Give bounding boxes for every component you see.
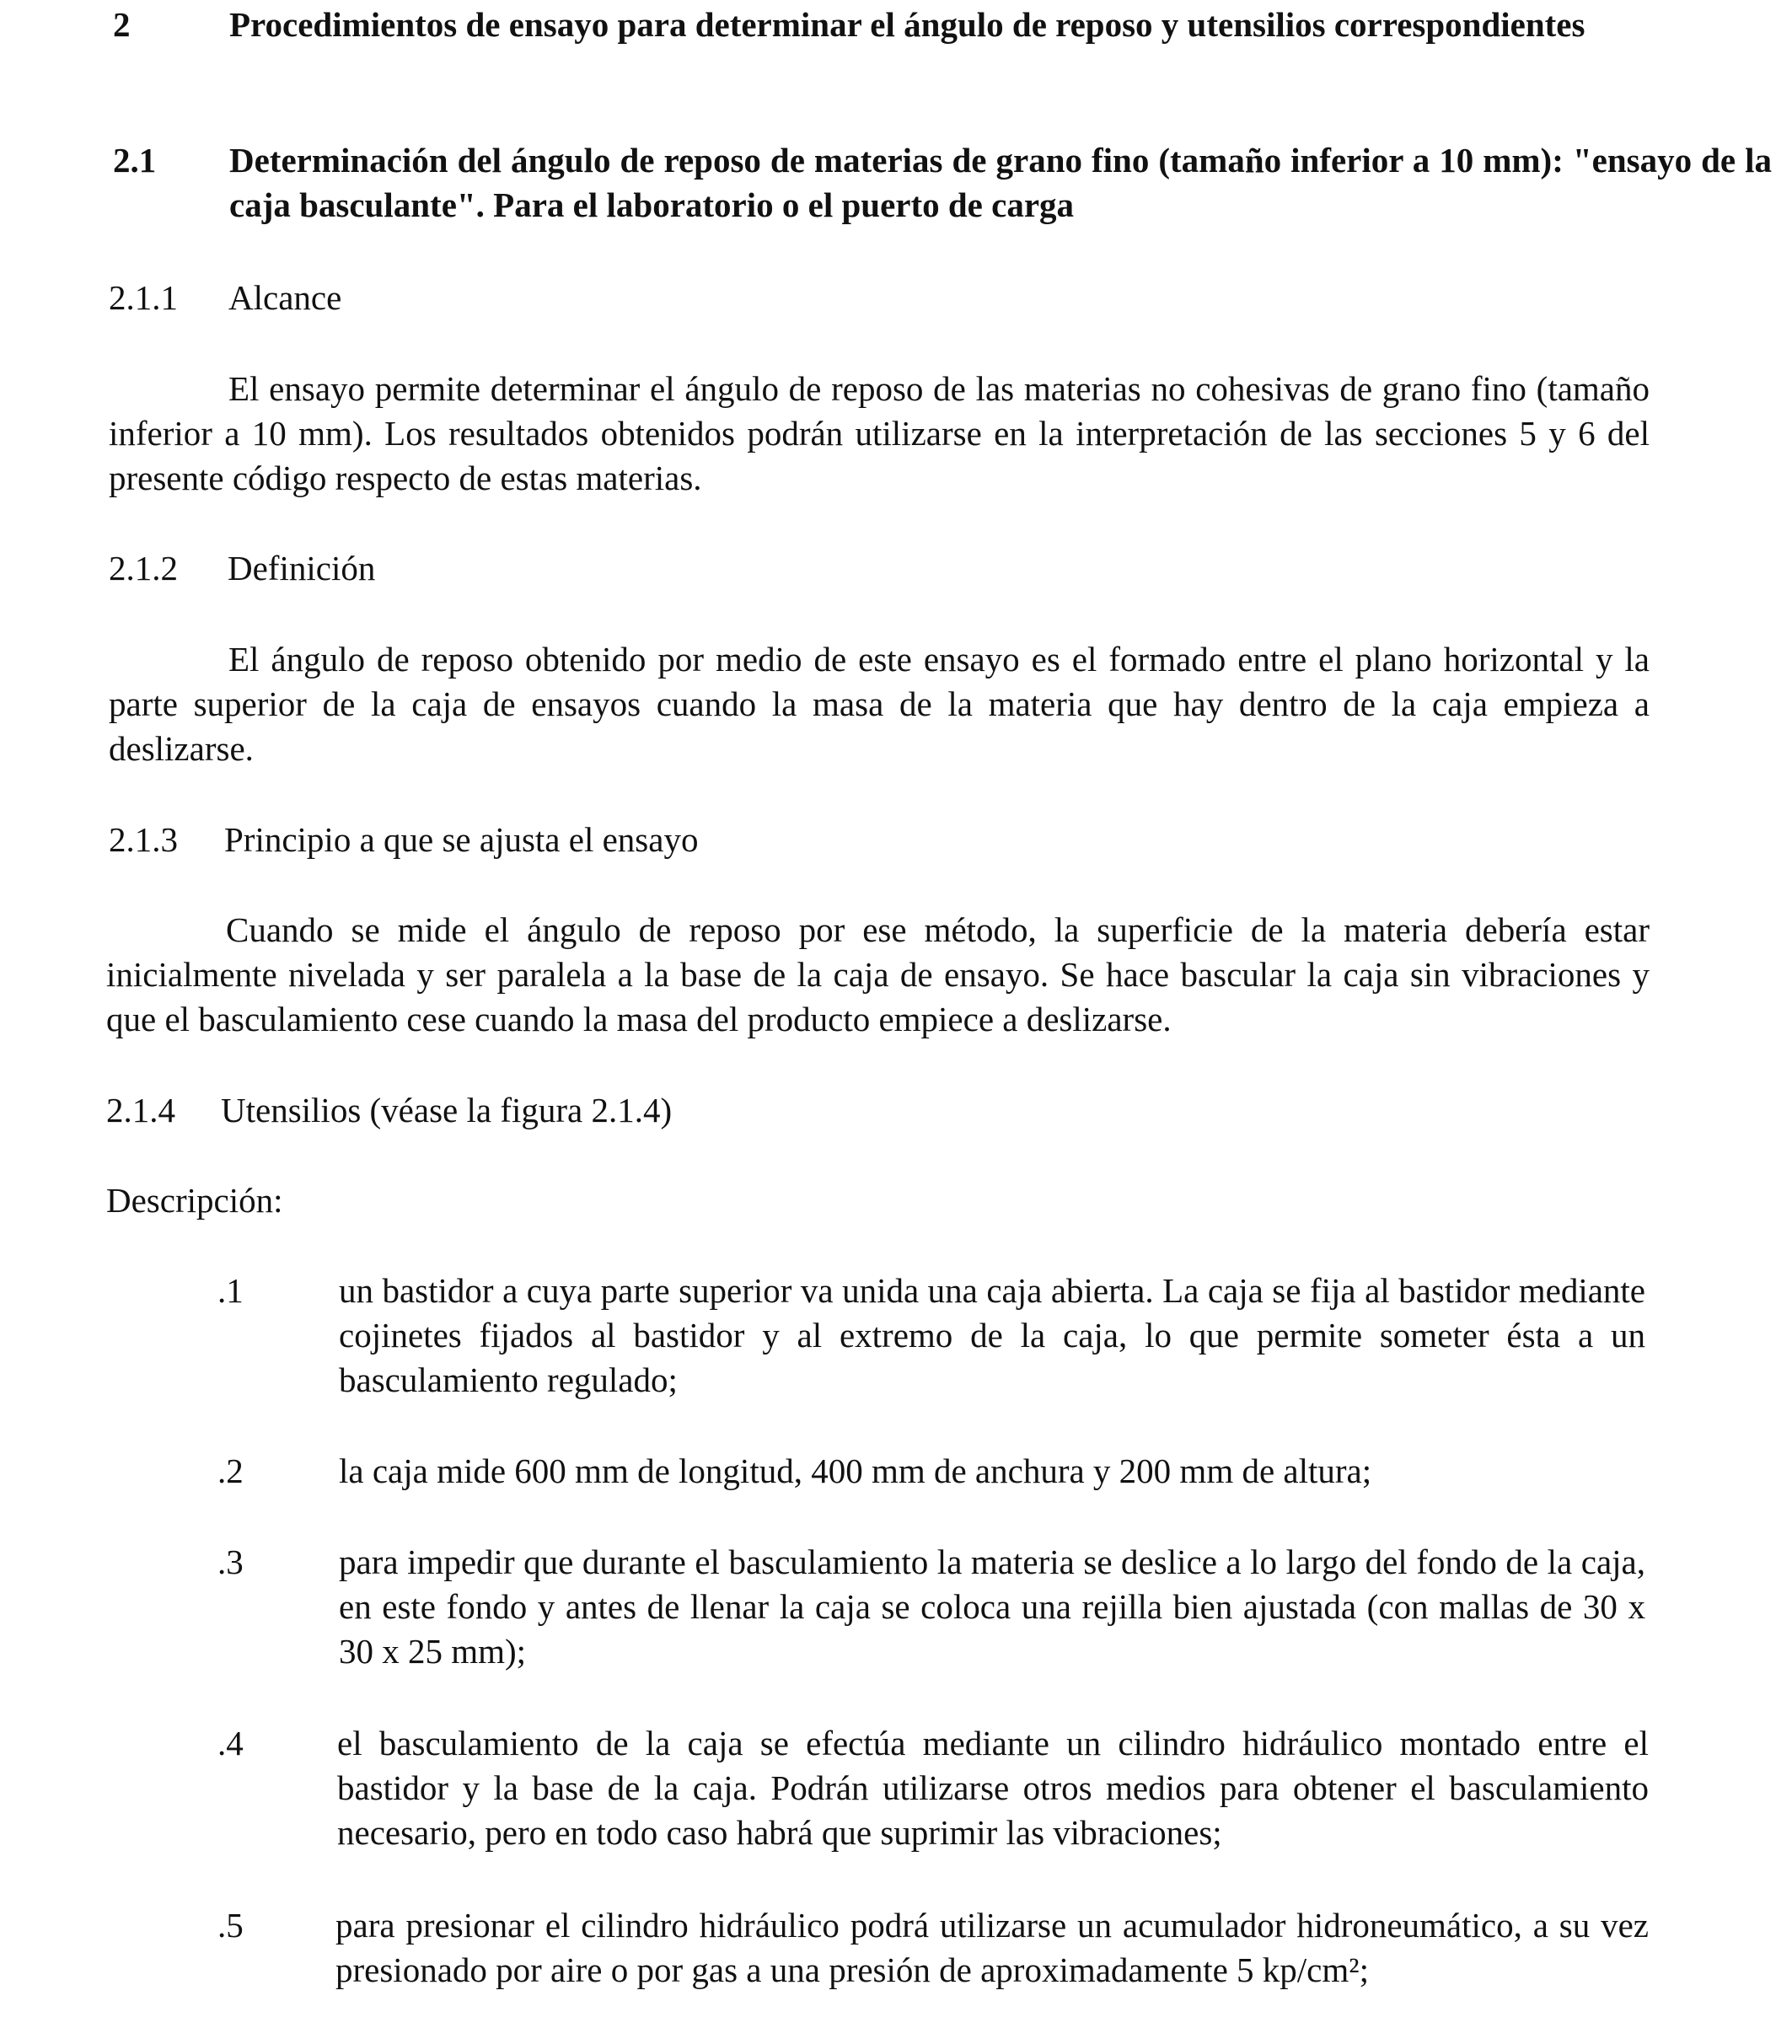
section-title: Determinación del ángulo de reposo de materias de grano fino (tamaño inferior a 10 mm): "ensayo de la caja basculante". Para el laboratorio o el puerto de carga bbox=[229, 141, 1772, 224]
item-text: un bastidor a cuya parte superior va unida una caja abierta. La caja se fija al bastidor mediante cojinetes fijados al bastidor y al extremo de la caja, lo que permite someter ésta a un basculamiento regulado; bbox=[339, 1271, 1645, 1399]
subsection-2-1-2-body: El ángulo de reposo obtenido por medio de este ensayo es el formado entre el plano horizontal y la parte superior de la caja de ensayos cuando la masa de la materia que hay dentro de la caja empieza a deslizarse. bbox=[109, 640, 1650, 768]
section-number: 2.1 bbox=[113, 141, 157, 180]
item-text: para impedir que durante el basculamiento la materia se deslice a lo largo del fondo de la caja, en este fondo y antes de llenar la caja se coloca una rejilla bien ajustada (con mallas de 30 x 30 x 25 mm); bbox=[339, 1542, 1645, 1671]
item-number: .3 bbox=[217, 1542, 244, 1581]
subsection-number: 2.1.3 bbox=[109, 820, 178, 859]
section-number: 2 bbox=[113, 5, 131, 44]
subsection-title: Alcance bbox=[228, 278, 342, 317]
item-text: el basculamiento de la caja se efectúa mediante un cilindro hidráulico montado entre el bastidor y la base de la caja. Podrán utilizarse otros medios para obtener el basculamiento necesario, pero en todo caso habrá que suprimir las vibraciones; bbox=[337, 1724, 1649, 1852]
subsection-number: 2.1.2 bbox=[109, 549, 178, 587]
item-text: la caja mide 600 mm de longitud, 400 mm de anchura y 200 mm de altura; bbox=[339, 1451, 1372, 1490]
description-label: Descripción: bbox=[106, 1181, 283, 1220]
subsection-title: Principio a que se ajusta el ensayo bbox=[224, 820, 699, 859]
item-number: .2 bbox=[217, 1451, 244, 1490]
subsection-number: 2.1.1 bbox=[109, 278, 178, 317]
section-title: Procedimientos de ensayo para determinar el ángulo de reposo y utensilios correspondientes bbox=[229, 5, 1585, 44]
item-number: .1 bbox=[217, 1271, 244, 1310]
subsection-title: Definición bbox=[228, 549, 376, 587]
item-number: .4 bbox=[217, 1724, 244, 1762]
item-number: .5 bbox=[217, 1906, 244, 1945]
item-text: para presionar el cilindro hidráulico podrá utilizarse un acumulador hidroneumático, a su vez presionado por aire o por gas a una presión de aproximadamente 5 kp/cm²; bbox=[335, 1906, 1649, 1989]
subsection-2-1-1-body: El ensayo permite determinar el ángulo de reposo de las materias no cohesivas de grano fino (tamaño inferior a 10 mm). Los resultados obtenidos podrán utilizarse en la interpretación de las secciones 5 y 6 del presente código respecto de estas materias. bbox=[109, 369, 1650, 497]
subsection-2-1-3-body: Cuando se mide el ángulo de reposo por ese método, la superficie de la materia debería estar inicialmente nivelada y ser paralela a la base de la caja de ensayo. Se hace bascular la caja sin vibraciones y que el basculamiento cese cuando la masa del producto empiece a deslizarse. bbox=[106, 910, 1650, 1038]
subsection-number: 2.1.4 bbox=[106, 1091, 175, 1129]
subsection-title: Utensilios (véase la figura 2.1.4) bbox=[221, 1091, 673, 1129]
